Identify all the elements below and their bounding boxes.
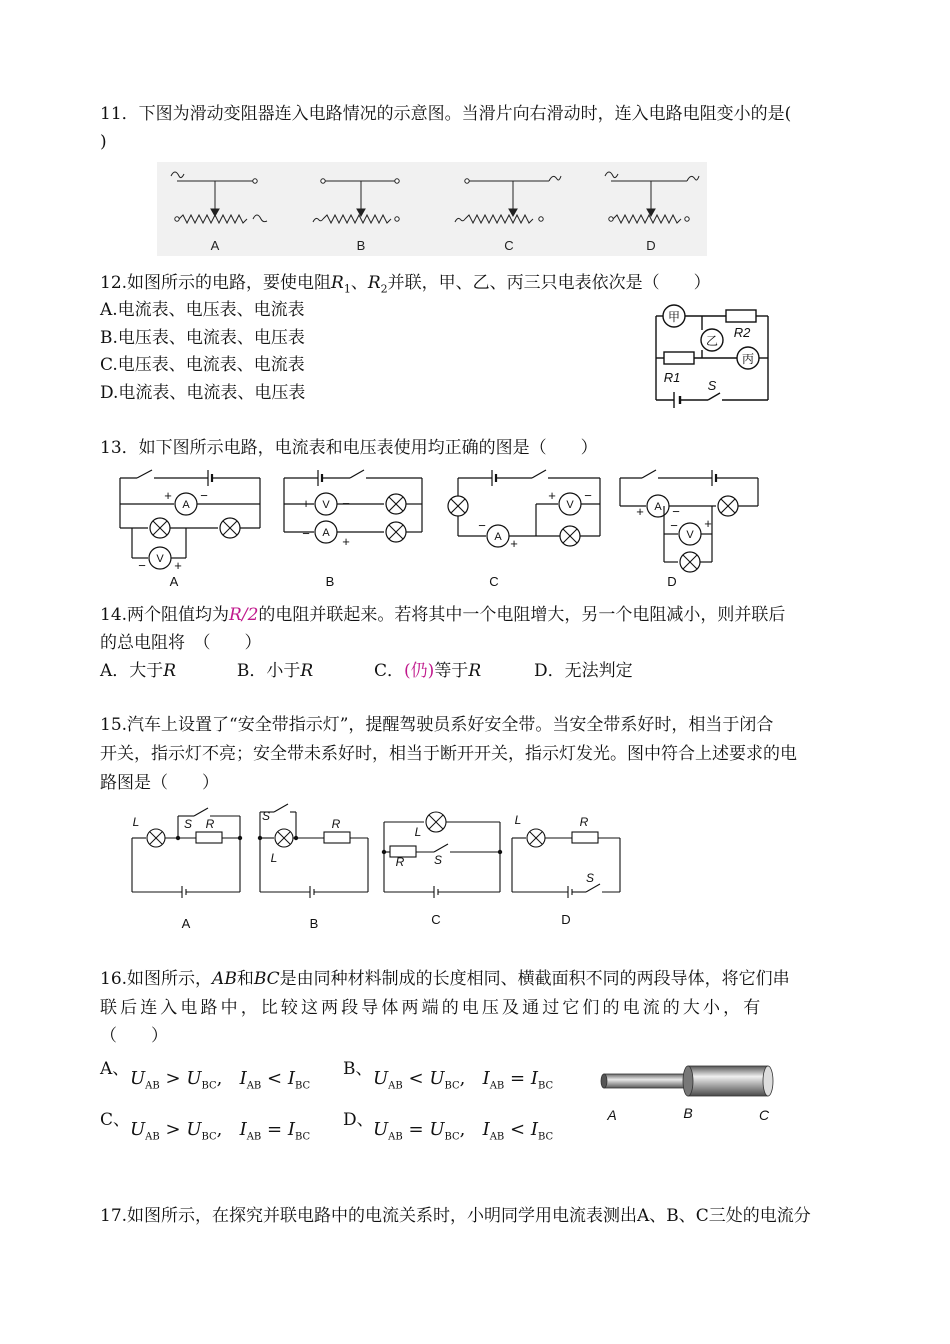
svg-text:+: + xyxy=(636,504,644,519)
q14-option-b-r: R xyxy=(300,661,314,681)
q16-b-u1-sub: AB xyxy=(388,1080,403,1092)
svg-text:+: + xyxy=(164,488,172,503)
q16-option-c-label: C、 xyxy=(100,1110,131,1130)
q16-c-u2: U xyxy=(186,1119,202,1140)
q16-b-u2-sub: BC xyxy=(444,1080,460,1092)
q16-line3: （ ） xyxy=(100,1026,168,1046)
q12-meter-jia: 甲 xyxy=(667,310,681,324)
q16-d-i2-sub: BC xyxy=(537,1131,554,1143)
q17-line1: 17.如图所示，在探究并联电路中的电流关系时，小明同学用电流表测出A、B、C三处的电流分 xyxy=(100,1206,811,1226)
q15-line1: 15.汽车上设置了“安全带指示灯”，提醒驾驶员系好安全带。当安全带系好时，相当于闭合 xyxy=(100,715,774,735)
q16-a-u1-sub: AB xyxy=(145,1080,160,1092)
q16-b-i1-sub: AB xyxy=(489,1080,505,1092)
q11-label-b: B xyxy=(356,238,366,253)
q16-conductor-figure xyxy=(598,1060,784,1130)
q16-c-op1: > xyxy=(165,1119,181,1140)
q16-option-a-label: A、 xyxy=(100,1059,130,1079)
svg-text:A: A xyxy=(494,531,502,543)
q14-line1-b: 的电阻并联起来。若将其中一个电阻增大，另一个电阻减小，则并联后 xyxy=(258,605,786,625)
q14-option-c-r: R xyxy=(468,661,482,681)
svg-text:A: A xyxy=(654,501,662,513)
q16-option-d: D、 $U_{AB} = U_{BC}$, $I_{AB} < I_{BC}$ xyxy=(343,1110,554,1143)
q16-d-u1: U xyxy=(373,1119,389,1140)
q13-figures xyxy=(112,466,772,592)
q15-d-r: R xyxy=(579,815,589,829)
q15-label-a: A xyxy=(181,916,191,931)
q15-b-s: S xyxy=(261,809,271,823)
q14-option-a: A．大于 xyxy=(100,661,164,681)
q16-c-u1-sub: AB xyxy=(145,1131,160,1143)
q16-c-u2-sub: BC xyxy=(201,1131,217,1143)
q15-label-d: D xyxy=(561,912,571,927)
q16-c-i2: I xyxy=(287,1119,295,1140)
q11-line2: ) xyxy=(100,132,107,152)
svg-text:V: V xyxy=(322,499,330,511)
q14-line1-a: 14.两个阻值均为 xyxy=(100,605,230,625)
q14-r-half: R/2 xyxy=(229,605,259,625)
q16-line1-a: 16.如图所示， xyxy=(100,969,213,989)
q16-fig-label-a: A xyxy=(607,1107,617,1123)
q16-b-op2: = xyxy=(510,1068,526,1089)
q16-b-u2: U xyxy=(429,1068,445,1089)
q16-option-b: B、 $U_{AB} < U_{BC}$, $I_{AB} = I_{BC}$ xyxy=(343,1059,554,1092)
q15-a-r: R xyxy=(205,817,215,831)
q16-option-c: C、 $U_{AB} > U_{BC}$, $I_{AB} = I_{BC}$ xyxy=(100,1110,311,1143)
q14-option-c-post: 等于 xyxy=(434,661,469,681)
q16-line1-c: 是由同种材料制成的长度相同、横截面积不同的两段导体，将它们串 xyxy=(279,969,790,989)
q12-stem-a: 12.如图所示的电路，要使电阻 xyxy=(100,273,332,293)
q12-circuit xyxy=(648,300,774,408)
q14-option-b: B．小于 xyxy=(236,661,301,681)
q16-fig-label-c: C xyxy=(758,1107,770,1123)
svg-text:−: − xyxy=(670,518,678,533)
q12-label-r2: R2 xyxy=(733,325,751,340)
svg-text:A: A xyxy=(182,499,190,511)
q15-c-s: S xyxy=(433,853,443,867)
q11-line1: 11．下图为滑动变阻器连入电路情况的示意图。当滑片向右滑动时，连入电路电阻变小的是( xyxy=(100,104,792,124)
q12-option-a: A.电流表、电压表、电流表 xyxy=(100,300,305,320)
q16-option-d-label: D、 xyxy=(343,1110,374,1130)
svg-text:−: − xyxy=(672,504,680,519)
svg-text:+: + xyxy=(174,558,182,573)
q16-d-op1: = xyxy=(408,1119,424,1140)
q12-stem-b: 并联，甲、乙、丙三只电表依次是（ ） xyxy=(387,273,711,293)
q12-option-b: B.电压表、电流表、电压表 xyxy=(100,328,305,348)
q16-d-op2: < xyxy=(510,1119,526,1140)
svg-text:+: + xyxy=(342,534,350,549)
svg-text:V: V xyxy=(156,553,164,565)
q15-d-l: L xyxy=(514,813,522,827)
q14-options xyxy=(100,658,633,684)
q15-label-b: B xyxy=(309,916,319,931)
q16-b-i2-sub: BC xyxy=(537,1080,554,1092)
svg-text:−: − xyxy=(342,496,350,511)
q16-d-i1-sub: AB xyxy=(489,1131,505,1143)
svg-text:A: A xyxy=(322,527,330,539)
q16-line1 xyxy=(100,966,790,992)
q14-option-a-r: R xyxy=(163,661,177,681)
q16-d-u2-sub: BC xyxy=(444,1131,460,1143)
q16-a-u2-sub: BC xyxy=(201,1080,217,1092)
q15-label-c: C xyxy=(431,912,441,927)
q13-label-d: D xyxy=(667,574,677,589)
q16-b-i1: I xyxy=(482,1068,490,1089)
q16-b-op1: < xyxy=(408,1068,424,1089)
q16-option-a: A、 $U_{AB} > U_{BC}$, $I_{AB} < I_{BC}$ xyxy=(100,1059,311,1092)
q16-c-i1-sub: AB xyxy=(246,1131,262,1143)
svg-text:V: V xyxy=(566,499,574,511)
q14-line1 xyxy=(100,602,785,628)
q13-label-c: C xyxy=(489,574,499,589)
q16-b-i2: I xyxy=(530,1068,538,1089)
q12-r2: R xyxy=(367,273,381,293)
q14-option-d: D．无法判定 xyxy=(533,661,633,681)
q12-option-d: D.电流表、电流表、电压表 xyxy=(100,383,306,403)
q13-stem: 13．如下图所示电路，电流表和电压表使用均正确的图是（ ） xyxy=(100,438,598,458)
q16-c-i2-sub: BC xyxy=(294,1131,311,1143)
q16-d-u2: U xyxy=(429,1119,445,1140)
q16-d-i2: I xyxy=(530,1119,538,1140)
q11-label-d: D xyxy=(646,238,656,253)
svg-text:−: − xyxy=(302,526,310,541)
q11-label-a: A xyxy=(210,238,220,253)
q16-a-i2-sub: BC xyxy=(294,1080,311,1092)
svg-text:+: + xyxy=(704,516,712,531)
svg-text:V: V xyxy=(686,529,694,541)
q16-a-op2: < xyxy=(267,1068,283,1089)
q13-label-b: B xyxy=(325,574,335,589)
q16-c-u1: U xyxy=(130,1119,146,1140)
q14-option-c-mark: (仍) xyxy=(404,661,435,681)
q15-c-l: L xyxy=(414,825,422,839)
q15-b-r: R xyxy=(331,817,341,831)
q14-line2: 的总电阻将 （ ） xyxy=(100,633,262,653)
q12-sep: 、 xyxy=(350,273,368,293)
svg-text:−: − xyxy=(138,558,146,573)
q16-c-i1: I xyxy=(239,1119,247,1140)
q13-label-a: A xyxy=(169,574,179,589)
q16-d-u1-sub: AB xyxy=(388,1131,403,1143)
q12-label-r1: R1 xyxy=(663,370,681,385)
q16-line2: 联后连入电路中，比较这两段导体两端的电压及通过它们的电流的大小，有 xyxy=(100,998,764,1018)
q12-option-c: C.电压表、电流表、电流表 xyxy=(100,355,305,375)
q16-ab: AB xyxy=(212,969,237,989)
q16-a-op1: > xyxy=(165,1068,181,1089)
svg-text:+: + xyxy=(510,536,518,551)
q16-d-i1: I xyxy=(482,1119,490,1140)
q11-figure xyxy=(157,162,707,256)
q15-d-s: S xyxy=(585,871,595,885)
q12-label-s: S xyxy=(707,378,717,393)
q11-label-c: C xyxy=(504,238,514,253)
q16-line1-b: 和 xyxy=(236,969,254,989)
q15-a-s: S xyxy=(183,817,193,831)
q12-r1: R xyxy=(331,273,344,293)
q14-option-c: C． xyxy=(374,661,405,681)
q15-c-r: R xyxy=(395,855,405,869)
q15-a-l: L xyxy=(132,815,140,829)
q12-meter-yi: 乙 xyxy=(705,334,719,348)
svg-text:−: − xyxy=(478,518,486,533)
q15-line2: 开关，指示灯不亮；安全带未系好时，相当于断开开关，指示灯发光。图中符合上述要求的电 xyxy=(100,744,797,764)
svg-text:+: + xyxy=(302,496,310,511)
q16-bc: BC xyxy=(253,969,280,989)
q16-a-i1: I xyxy=(239,1068,247,1089)
q12-r1-sub: 1 xyxy=(343,282,351,296)
q15-b-l: L xyxy=(270,851,278,865)
q16-option-b-label: B、 xyxy=(343,1059,373,1079)
q15-figures xyxy=(124,800,634,940)
q16-a-u2: U xyxy=(186,1068,202,1089)
q12-meter-bing: 丙 xyxy=(741,352,755,366)
q16-a-u1: U xyxy=(130,1068,146,1089)
q16-fig-label-b: B xyxy=(683,1105,693,1121)
svg-text:−: − xyxy=(584,488,592,503)
q15-line3: 路图是（ ） xyxy=(100,773,219,793)
q16-b-u1: U xyxy=(373,1068,389,1089)
q16-a-i2: I xyxy=(287,1068,295,1089)
q16-c-op2: = xyxy=(267,1119,283,1140)
q12-r2-sub: 2 xyxy=(380,282,388,296)
svg-text:−: − xyxy=(200,488,208,503)
svg-text:+: + xyxy=(548,488,556,503)
q16-a-i1-sub: AB xyxy=(246,1080,262,1092)
